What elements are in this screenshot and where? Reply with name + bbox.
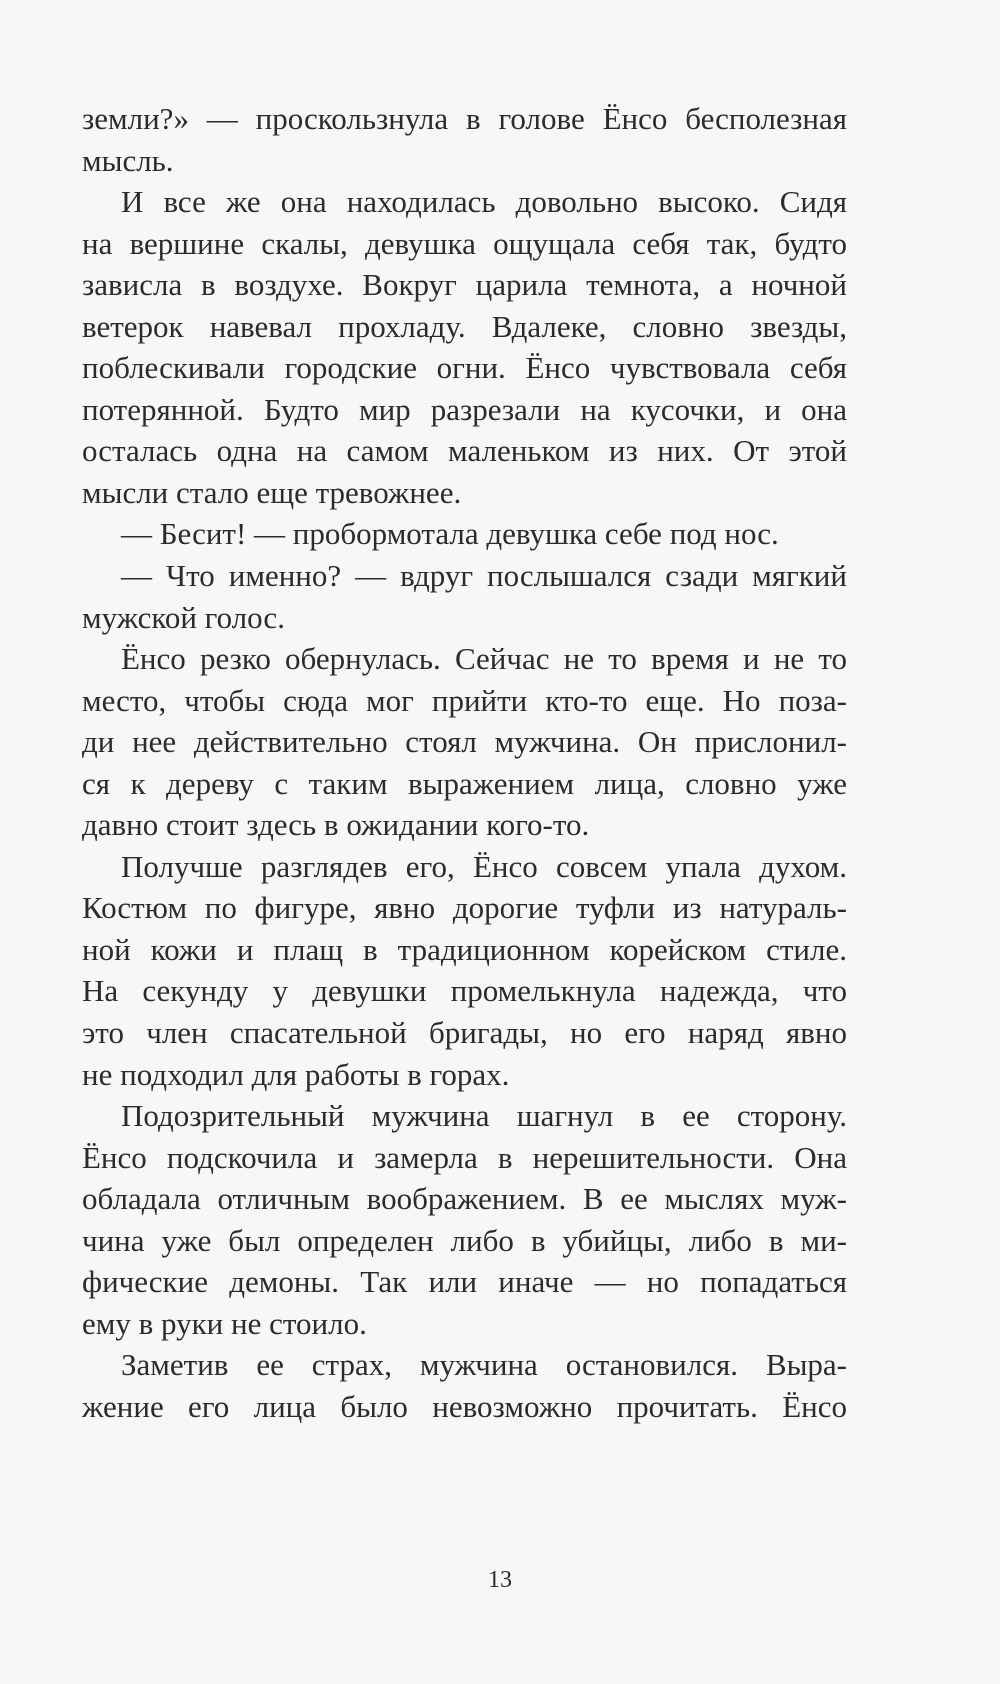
text-line: давно стоит здесь в ожидании кого-то.	[82, 807, 590, 843]
text-line: — Что именно? — вдруг послышался сзади мягкий	[121, 558, 847, 594]
text-line: земли?» — проскользнула в голове Ёнсо бесполезная	[82, 101, 847, 136]
text-line: Получше разглядев его, Ёнсо совсем упала духом.	[121, 848, 847, 884]
text-line: фические демоны. Так или иначе — но попадаться	[82, 1264, 847, 1300]
text-line: потерянной. Будто мир разрезали на кусочки, и она	[82, 391, 847, 427]
text-line: мысли стало еще тревожнее.	[82, 474, 462, 510]
text-line: осталась одна на самом маленьком из них. От этой	[82, 433, 847, 469]
text-line: ветерок навевал прохладу. Вдалеке, словно звезды,	[82, 308, 847, 344]
body-text	[82, 98, 847, 1428]
text-line: Подозрительный мужчина шагнул в ее сторону.	[121, 1098, 847, 1134]
text-line: на вершине скалы, девушка ощущала себя так, будто	[82, 225, 847, 261]
text-line: Заметив ее страх, мужчина остановился. Выра-	[121, 1347, 847, 1383]
text-line: место, чтобы сюда мог прийти кто-то еще. Но поза-	[82, 682, 847, 718]
text-line: И все же она находилась довольно высоко. Сидя	[121, 184, 847, 220]
text-line: обладала отличным воображением. В ее мыслях муж-	[82, 1181, 847, 1217]
text-line: ему в руки не стоило.	[82, 1305, 367, 1341]
text-line: зависла в воздухе. Вокруг царила темнота, а ночной	[82, 267, 847, 303]
text-line: поблескивали городские огни. Ёнсо чувствовала себя	[82, 350, 847, 386]
text-line: Ёнсо подскочила и замерла в нерешительности. Она	[82, 1139, 847, 1175]
text-line: мужской голос.	[82, 599, 285, 635]
text-line: ся к дереву с таким выражением лица, словно уже	[82, 765, 847, 801]
text-line: жение его лица было невозможно прочитать. Ёнсо	[82, 1388, 847, 1424]
page-number: 13	[488, 1567, 512, 1593]
text-line: это член спасательной бригады, но его наряд явно	[82, 1015, 847, 1051]
text-line: Костюм по фигуре, явно дорогие туфли из натураль-	[82, 890, 847, 926]
text-line: ной кожи и плащ в традиционном корейском стиле.	[82, 931, 847, 967]
text-line: не подходил для работы в горах.	[82, 1056, 510, 1092]
text-line: — Бесит! — пробормотала девушка себе под нос.	[121, 516, 779, 552]
text-line: На секунду у девушки промелькнула надежда, что	[82, 973, 847, 1009]
text-line: ди нее действительно стоял мужчина. Он прислонил-	[82, 724, 847, 760]
text-line: Ёнсо резко обернулась. Сейчас не то время и не то	[121, 641, 847, 677]
text-line: чина уже был определен либо в убийцы, либо в ми-	[82, 1222, 847, 1258]
text-line: мысль.	[82, 142, 174, 178]
